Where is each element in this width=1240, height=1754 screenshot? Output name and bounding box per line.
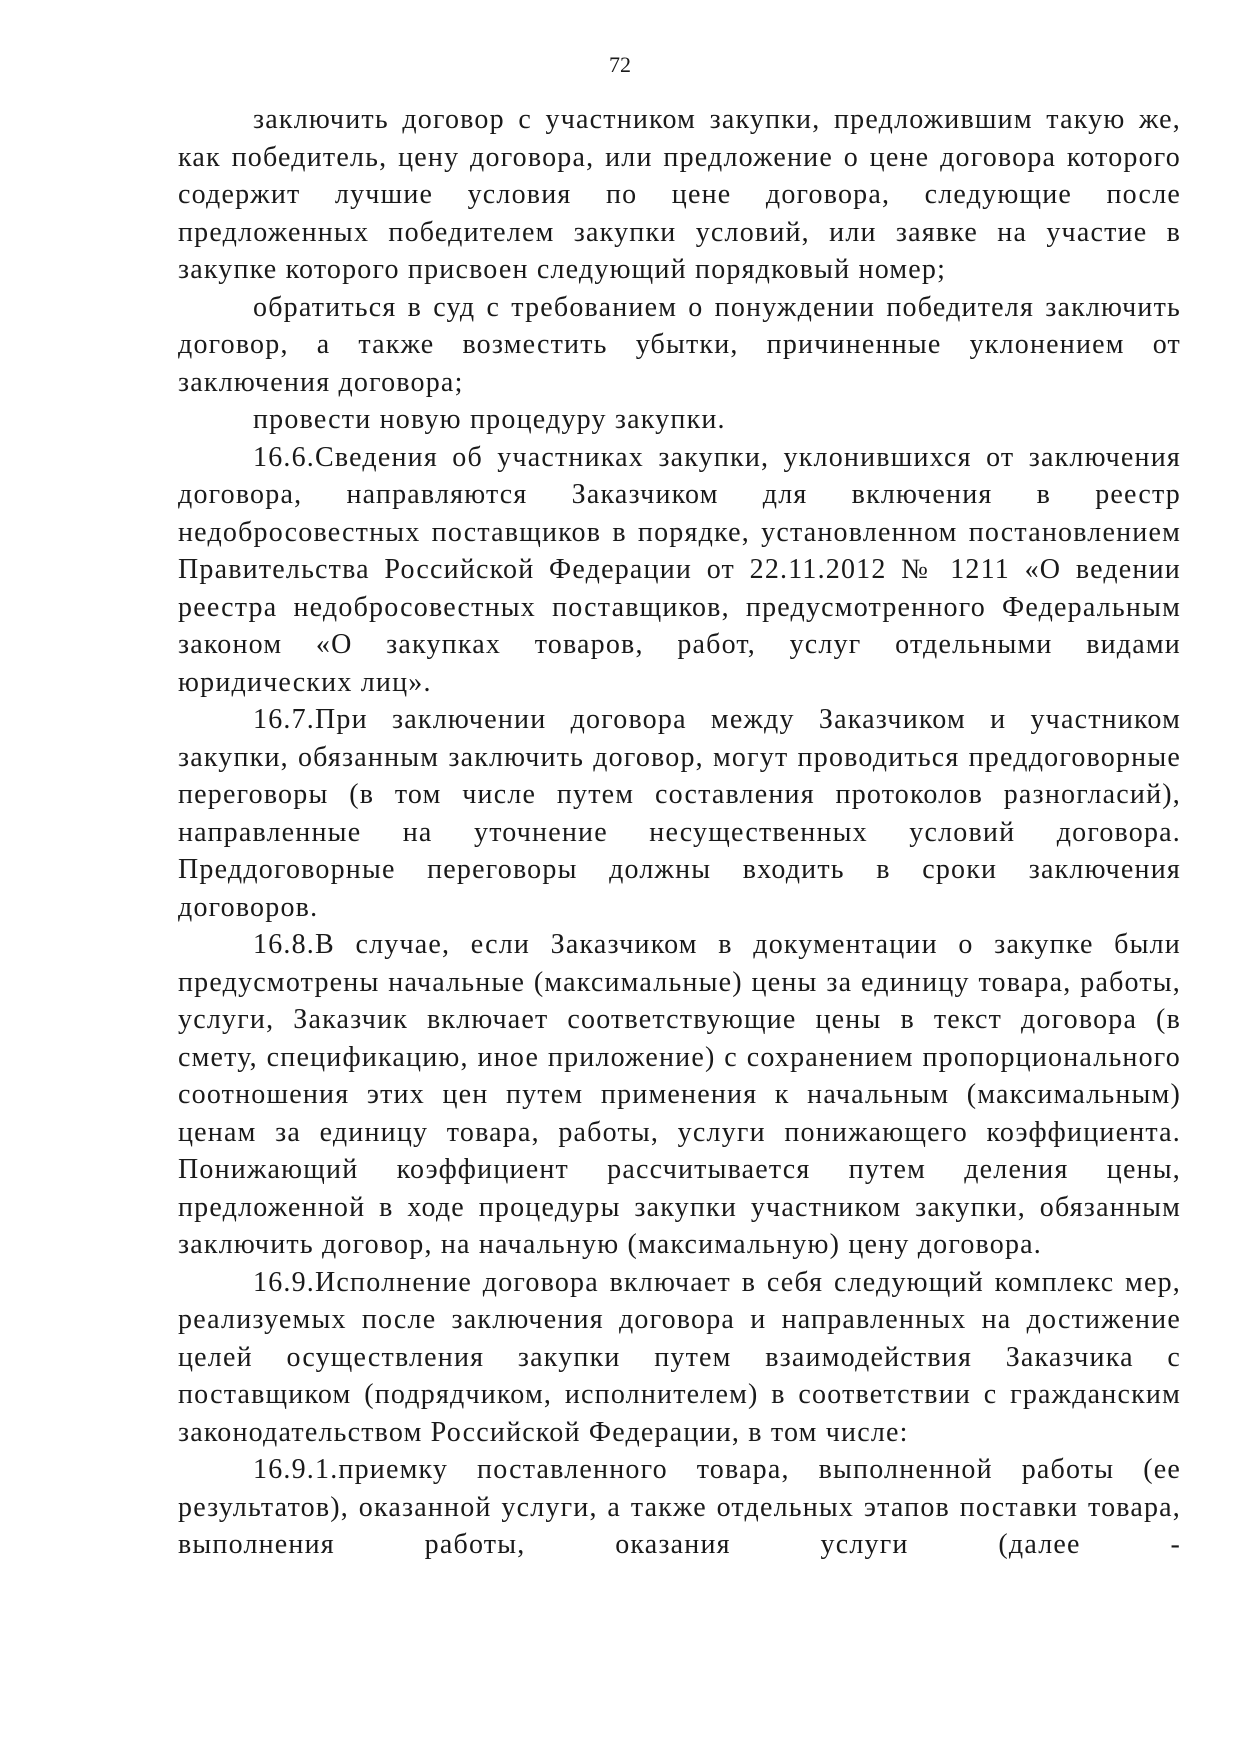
paragraph-new-procedure: провести новую процедуру закупки.	[253, 404, 726, 435]
paragraph-16-6: 16.6.Сведения об участниках закупки, уклонившихся от заключения договора, направляются Заказчиком для включения в реестр недобросовестных поставщиков в порядке, установленном постановлением Правительства Российской Федерации от 22.11.2012 № 1211 «О ведении реестра недобросовестных поставщиков, предусмотренного Федеральным законом «О закупках товаров, работ, услуг отдельными видами юридических лиц».	[178, 441, 1181, 698]
paragraph-contract-alternative: заключить договор с участником закупки, предложившим такую же, как победитель, цену договора, или предложение о цене договора которого содержит лучшие условия по цене договора, следующие после предложенных победителем закупки условий, или заявке на участие в закупке которого присвоен следующий порядковый номер;	[178, 104, 1181, 285]
paragraph-16-9-1: 16.9.1.приемку поставленного товара, выполненной работы (ее результатов), оказанной услуги, а также отдельных этапов поставки товара, выполнения работы, оказания услуги (далее -	[178, 1454, 1181, 1560]
paragraph-court-appeal: обратиться в суд с требованием о понуждении победителя заключить договор, а также возместить убытки, причиненные уклонением от заключения договора;	[178, 291, 1181, 398]
page-number: 72	[609, 52, 631, 77]
document-body	[178, 101, 1181, 1564]
paragraph-16-8: 16.8.В случае, если Заказчиком в документации о закупке были предусмотрены начальные (максимальные) цены за единицу товара, работы, услуги, Заказчик включает соответствующие цены в текст договора (в смету, спецификацию, иное приложение) с сохранением пропорционального соотношения этих цен путем применения к начальным (максимальным) ценам за единицу товара, работы, услуги понижающего коэффициента. Понижающий коэффициент рассчитывается путем деления цены, предложенной в ходе процедуры закупки участником закупки, обязанным заключить договор, на начальную (максимальную) цену договора.	[178, 929, 1181, 1260]
paragraph-16-7: 16.7.При заключении договора между Заказчиком и участником закупки, обязанным заключить договор, могут проводиться преддоговорные переговоры (в том числе путем составления протоколов разногласий), направленные на уточнение несущественных условий договора. Преддоговорные переговоры должны входить в сроки заключения договоров.	[178, 704, 1181, 923]
paragraph-16-9: 16.9.Исполнение договора включает в себя следующий комплекс мер, реализуемых после заключения договора и направленных на достижение целей осуществления закупки путем взаимодействия Заказчика с поставщиком (подрядчиком, исполнителем) в соответствии с гражданским законодательством Российской Федерации, в том числе:	[178, 1266, 1181, 1448]
